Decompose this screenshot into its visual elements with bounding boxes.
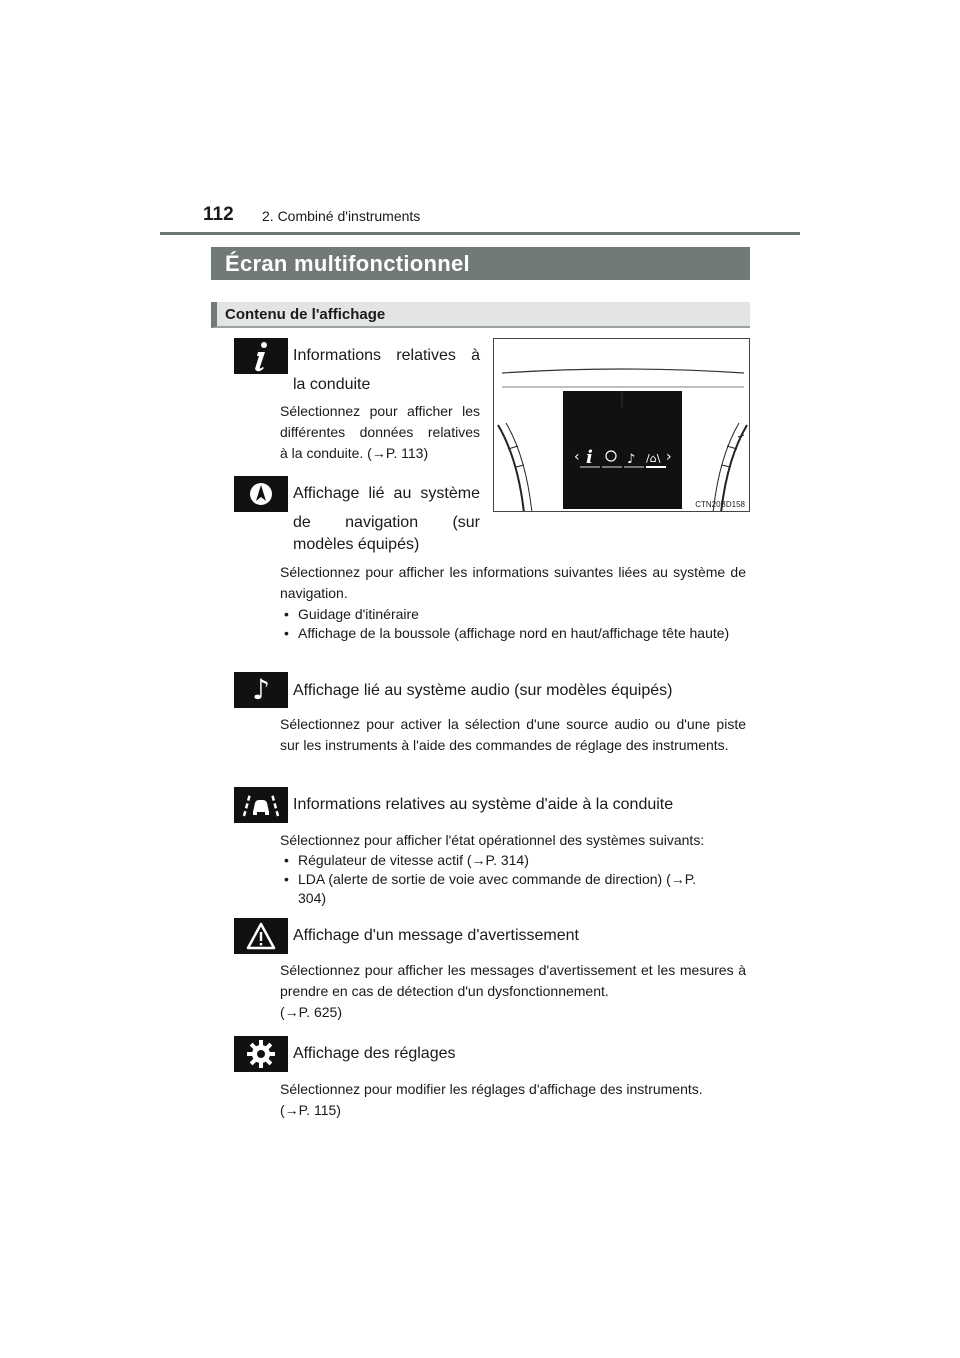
- navigation-icon: [234, 476, 288, 512]
- header-rule: [160, 232, 800, 235]
- warning-triangle-icon: [234, 918, 288, 954]
- bullet-item: • Régulateur de vitesse actif (→P. 314): [284, 852, 529, 868]
- item-ref-warning: (→P. 625): [280, 1004, 342, 1020]
- item-body-audio: Sélectionnez pour activer la sélection d'une source audio ou d'une piste sur les instruments à l'aide des commandes de réglage des instruments.: [280, 716, 746, 753]
- item-title-settings: Affichage des réglages: [293, 1045, 456, 1062]
- figure-code: CTN20BD158: [695, 500, 745, 509]
- item-title-driving-assist: Informations relatives au système d'aide à la conduite: [293, 796, 674, 813]
- chapter-title: 2. Combiné d'instruments: [262, 208, 421, 224]
- item-title-navigation: Affichage lié au système: [293, 485, 480, 502]
- item-title-warning: Affichage d'un message d'avertissement: [293, 927, 579, 944]
- bullet-item: • Guidage d'itinéraire: [284, 606, 419, 622]
- section-title: Écran multifonctionnel: [211, 247, 750, 280]
- item-body-settings: Sélectionnez pour modifier les réglages d'affichage des instruments.: [280, 1081, 703, 1097]
- item-title-navigation-cont: de navigation (sur: [293, 514, 480, 531]
- svg-text:i: i: [586, 447, 593, 468]
- info-icon: [234, 338, 288, 374]
- item-body-line: à la conduite. (→P. 113): [280, 445, 429, 461]
- item-title-driving-info-cont: la conduite: [293, 376, 371, 393]
- item-title-driving-info: Informations relatives à: [293, 347, 480, 364]
- item-body-navigation: Sélectionnez pour afficher les informations suivantes liées au système de navigation.: [280, 564, 746, 601]
- item-body-warning: Sélectionnez pour afficher les messages d'avertissement et les mesures à prendre en cas de détection d'un dysfonctionnement.: [280, 962, 746, 999]
- item-body-line: Sélectionnez pour afficher les: [280, 403, 480, 419]
- music-note-icon: ♪: [234, 672, 288, 708]
- bullet-item: • LDA (alerte de sortie de voie avec commande de direction) (→P. 304): [284, 871, 697, 906]
- svg-text:♪: ♪: [627, 452, 636, 467]
- subsection-title: Contenu de l'affichage: [211, 302, 750, 328]
- svg-text:/⌂\: /⌂\: [646, 452, 661, 465]
- item-title-audio: Affichage lié au système audio (sur modèles équipés): [293, 682, 673, 699]
- gear-icon: [234, 1036, 288, 1072]
- driving-assist-icon: [234, 787, 288, 823]
- bullet-item: • Affichage de la boussole (affichage nord en haut/affichage tête haute): [284, 625, 730, 641]
- instrument-cluster-figure: [493, 338, 750, 512]
- item-ref-settings: (→P. 115): [280, 1102, 341, 1118]
- item-body-driving-assist: Sélectionnez pour afficher l'état opérationnel des systèmes suivants:: [280, 832, 705, 848]
- item-body-line: différentes données relatives: [280, 424, 480, 440]
- svg-text:‹: ‹: [574, 449, 580, 465]
- svg-text:›: ›: [666, 449, 672, 465]
- cluster-illustration: [494, 339, 750, 512]
- item-title-navigation-cont2: modèles équipés): [293, 536, 420, 553]
- page-number: 112: [203, 204, 234, 225]
